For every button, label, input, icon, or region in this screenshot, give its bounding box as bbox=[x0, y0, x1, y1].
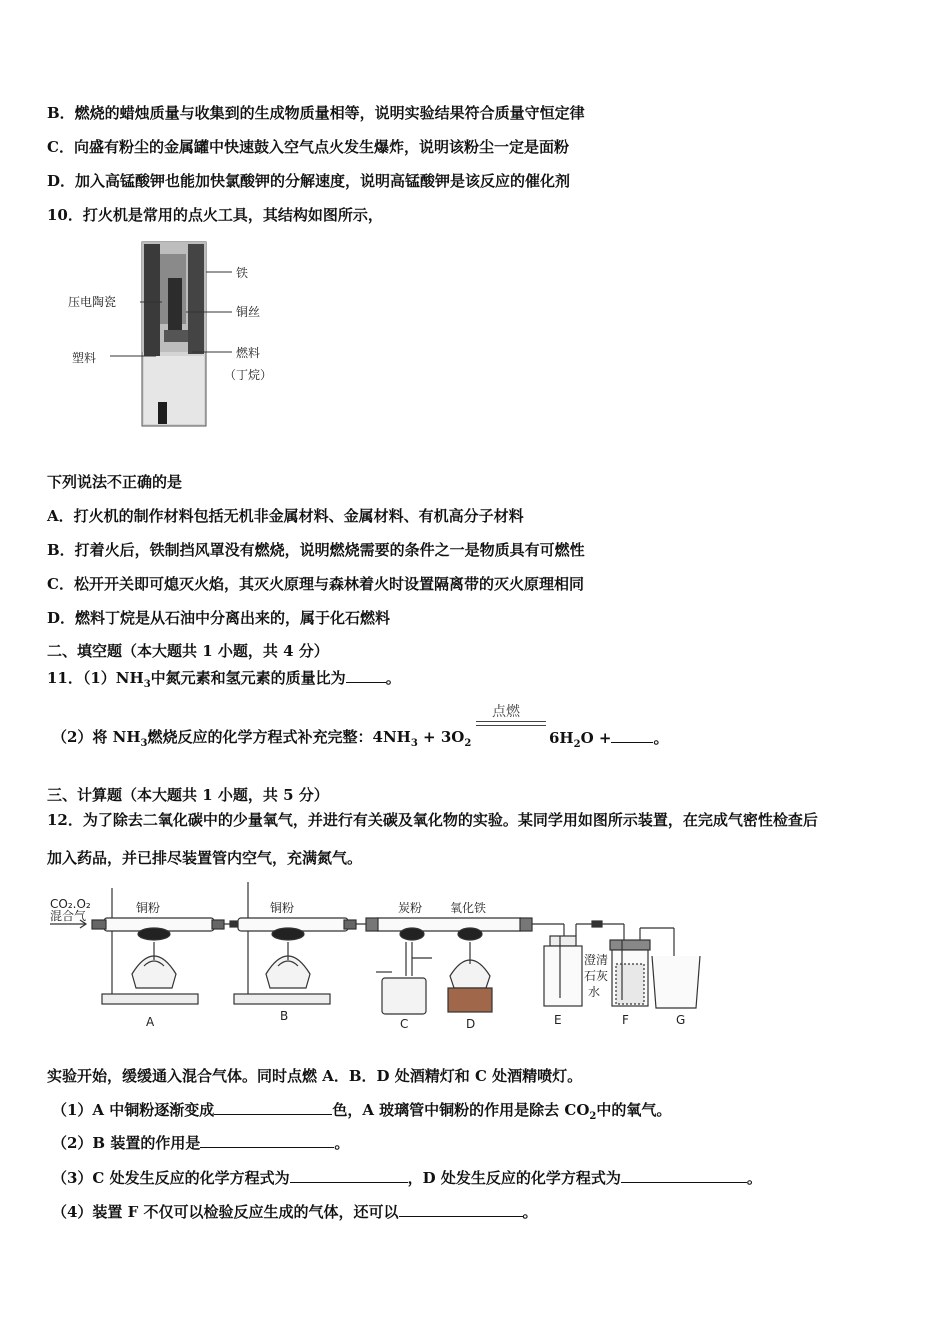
q10-stem: 10．打火机是常用的点火工具，其结构如图所示， bbox=[47, 206, 383, 224]
q12-sub2: （2）B 装置的作用是 。 bbox=[52, 1134, 350, 1152]
label-cu-b: 铜粉 bbox=[270, 901, 295, 915]
q10-option-b: B．打着火后，铁制挡风罩没有燃烧，说明燃烧需要的条件之一是物质具有可燃性 bbox=[47, 541, 585, 559]
label-plastic: 塑料 bbox=[72, 351, 97, 365]
q9-option-b: B．燃烧的蜡烛质量与收集到的生成物质量相等，说明实验结果符合质量守恒定律 bbox=[47, 104, 585, 122]
answer-blank[interactable] bbox=[290, 1167, 408, 1183]
label-g: G bbox=[676, 1013, 686, 1027]
answer-blank[interactable] bbox=[611, 727, 653, 743]
label-gas-line1: CO₂.O₂ bbox=[50, 897, 91, 911]
label-d: D bbox=[466, 1017, 476, 1031]
label-c: C bbox=[400, 1017, 409, 1031]
label-carbon: 炭粉 bbox=[398, 901, 423, 915]
answer-blank[interactable] bbox=[346, 667, 386, 683]
q9-option-c: C．向盛有粉尘的金属罐中快速鼓入空气点火发生爆炸，说明该粉尘一定是面粉 bbox=[47, 138, 569, 156]
label-a: A bbox=[146, 1015, 155, 1029]
equals-line-top bbox=[476, 721, 546, 722]
answer-blank[interactable] bbox=[200, 1132, 334, 1148]
label-b: B bbox=[280, 1009, 289, 1023]
answer-blank[interactable] bbox=[399, 1201, 523, 1217]
section-3-heading: 三、计算题（本大题共 1 小题，共 5 分） bbox=[47, 786, 329, 804]
label-piezo: 压电陶瓷 bbox=[68, 295, 117, 309]
label-f: F bbox=[622, 1013, 629, 1027]
q12-intro: 实验开始，缓缓通入混合气体。同时点燃 A．B．D 处酒精灯和 C 处酒精喷灯。 bbox=[47, 1067, 583, 1085]
q11-part2: （2）将 $NH_3$燃烧反应的化学方程式补充完整：$4NH_3 + 3O_2$ bbox=[52, 728, 472, 749]
label-gas-line2: 混合气 bbox=[50, 909, 87, 923]
q10-option-d: D．燃料丁烷是从石油中分离出来的，属于化石燃料 bbox=[47, 609, 391, 627]
label-fuel: 燃料 bbox=[236, 346, 261, 360]
label-fe2o3: 氧化铁 bbox=[450, 901, 487, 915]
label-iron: 铁 bbox=[236, 266, 249, 280]
q11-part1: 11．$(1)NH_3$中氮元素和氢元素的质量比为 。 bbox=[47, 669, 401, 690]
label-lime-2: 石灰 bbox=[584, 969, 609, 983]
q9-option-d: D．加入高锰酸钾也能加快氯酸钾的分解速度，说明高锰酸钾是该反应的催化剂 bbox=[47, 172, 571, 190]
q10-question: 下列说法不正确的是 bbox=[47, 473, 183, 491]
q12-sub4: （4）装置 F 不仅可以检验反应生成的气体，还可以 。 bbox=[52, 1203, 538, 1221]
q11-part2-product: $6H_2O$ + 。 bbox=[549, 729, 669, 750]
q12-stem-line2: 加入药品，并已排尽装置管内空气，充满氮气。 bbox=[47, 849, 363, 867]
q12-sub1: （1）A 中铜粉逐渐变成 色，A 玻璃管中铜粉的作用是除去 $CO_2$中的氧气。 bbox=[52, 1101, 672, 1122]
q12-stem-line1: 12．为了除去二氧化碳中的少量氧气，并进行有关碳及氧化物的实验。某同学用如图所示装置，在完成气密性检查后 bbox=[47, 811, 818, 829]
answer-blank[interactable] bbox=[621, 1167, 747, 1183]
q12-sub3: （3）C 处发生反应的化学方程式为 ，D 处发生反应的化学方程式为 。 bbox=[52, 1169, 762, 1187]
equals-line-bottom bbox=[476, 725, 546, 726]
label-e: E bbox=[554, 1013, 562, 1027]
label-lime-3: 水 bbox=[588, 985, 601, 999]
lighter-figure bbox=[60, 238, 300, 430]
apparatus-figure bbox=[44, 878, 724, 1038]
label-copper: 铜丝 bbox=[236, 305, 261, 319]
q10-option-a: A．打火机的制作材料包括无机非金属材料、金属材料、有机高分子材料 bbox=[47, 507, 524, 525]
label-cu-a: 铜粉 bbox=[136, 901, 161, 915]
section-2-heading: 二、填空题（本大题共 1 小题，共 4 分） bbox=[47, 642, 329, 660]
reaction-condition: 点燃 bbox=[492, 704, 520, 720]
q10-option-c: C．松开开关即可熄灭火焰，其灭火原理与森林着火时设置隔离带的灭火原理相同 bbox=[47, 575, 584, 593]
answer-blank[interactable] bbox=[214, 1099, 332, 1115]
label-butane: （丁烷） bbox=[224, 368, 273, 382]
label-lime-1: 澄清 bbox=[584, 953, 609, 967]
